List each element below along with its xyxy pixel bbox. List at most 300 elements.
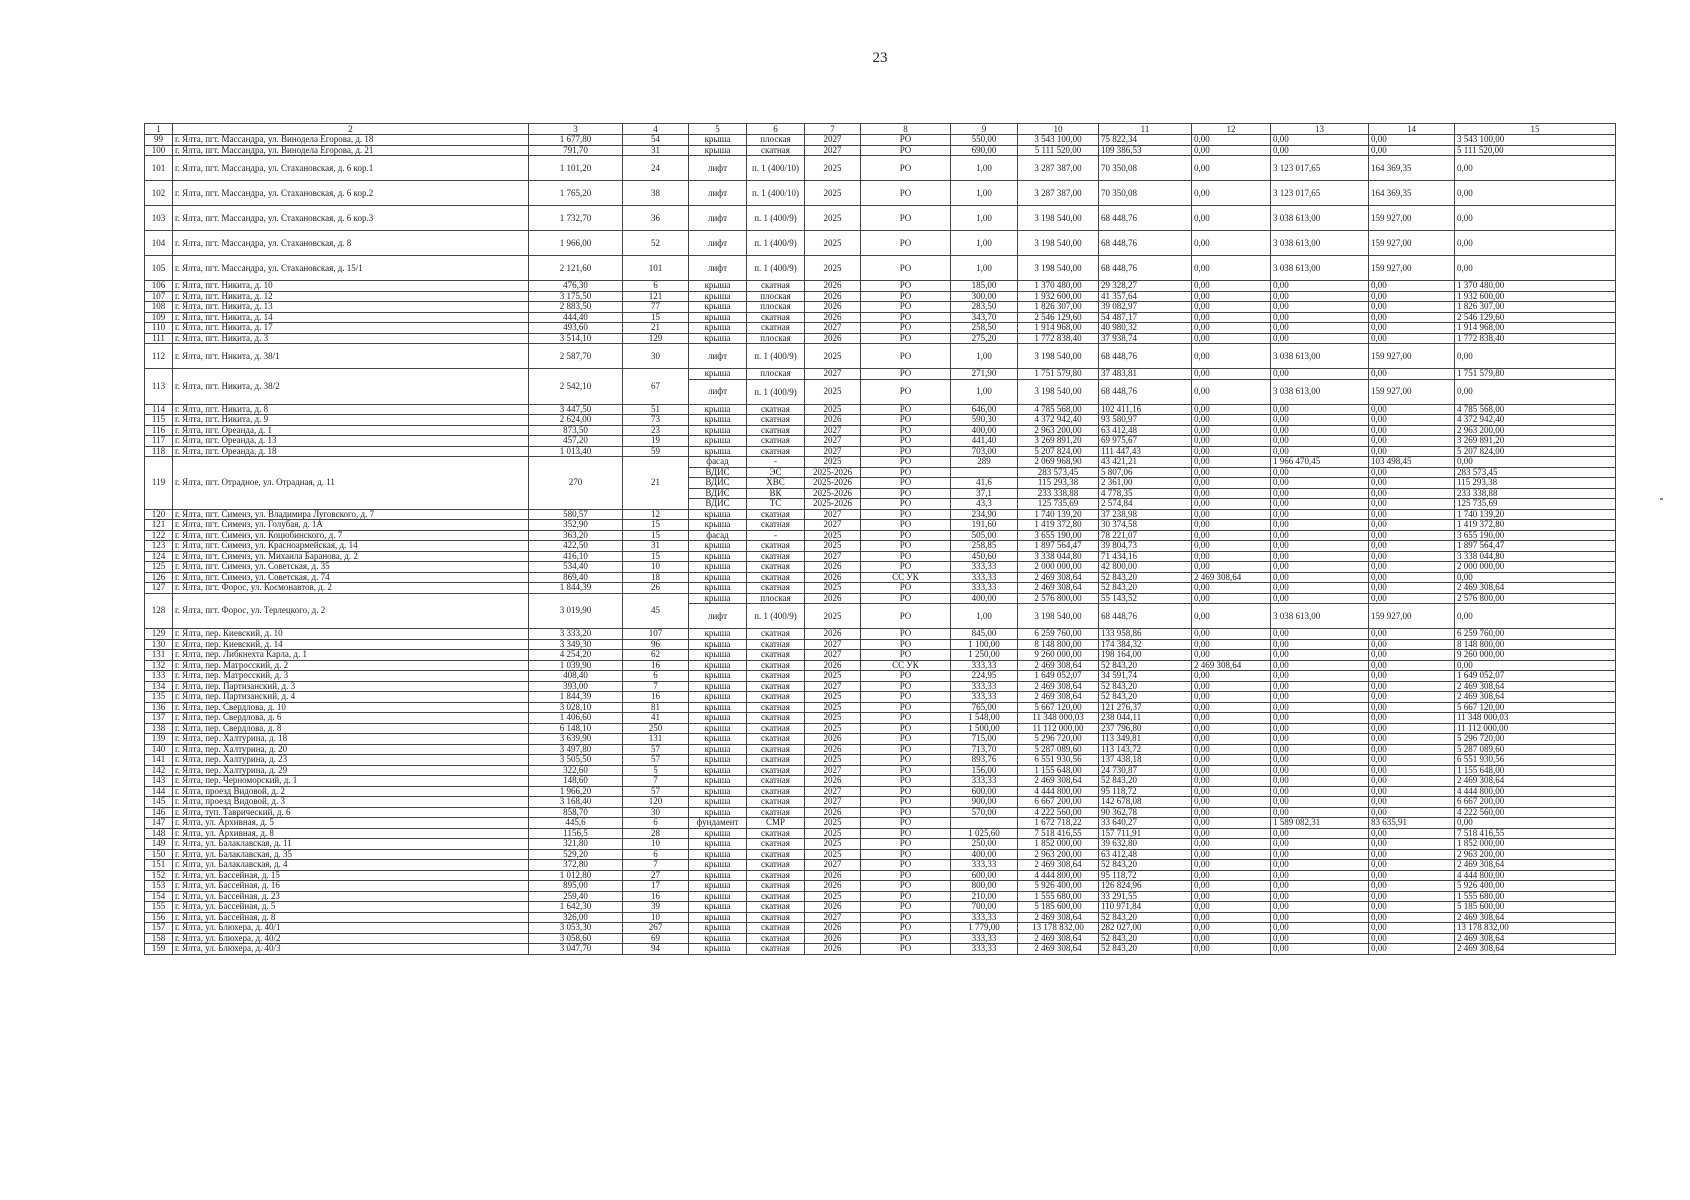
cell-c3: 3 497,80 <box>529 744 623 755</box>
cell-c6: скатная <box>747 828 805 839</box>
cell-c10: 1 672 718,22 <box>1018 818 1099 829</box>
cell-c14: 0,00 <box>1369 713 1455 724</box>
cell-c14: 0,00 <box>1369 891 1455 902</box>
cell-c14: 0,00 <box>1369 583 1455 594</box>
cell-c11: 90 362,78 <box>1099 807 1192 818</box>
cell-c6: ВК <box>747 488 805 499</box>
cell-c8: РО <box>861 776 951 787</box>
cell-c10: 3 198 540,00 <box>1018 344 1099 369</box>
cell-c7: 2027 <box>805 520 861 531</box>
cell-c10: 1 740 139,20 <box>1018 509 1099 520</box>
cell-c15: 4 444 800,00 <box>1455 870 1616 881</box>
cell-c2: г. Ялта, пгт. Массандра, ул. Стахановская, д. 6 кор.1 <box>173 156 529 181</box>
cell-c1: 99 <box>145 135 173 146</box>
cell-c11: 52 843,20 <box>1099 572 1192 583</box>
cell-c12: 0,00 <box>1192 369 1271 380</box>
cell-c7: 2027 <box>805 650 861 661</box>
cell-c10: 5 207 824,00 <box>1018 446 1099 457</box>
cell-c13: 0,00 <box>1271 681 1369 692</box>
cell-c11: 126 824,96 <box>1099 881 1192 892</box>
cell-c1: 122 <box>145 530 173 541</box>
cell-c4: 57 <box>623 755 689 766</box>
cell-c8: РО <box>861 604 951 629</box>
cell-c3: 393,00 <box>529 681 623 692</box>
cell-c12: 2 469 308,64 <box>1192 572 1271 583</box>
cell-c2: г. Ялта, ул. Бассейная, д. 8 <box>173 912 529 923</box>
cell-c9: 1 779,00 <box>951 923 1018 934</box>
cell-c12: 0,00 <box>1192 520 1271 531</box>
cell-c14: 0,00 <box>1369 660 1455 671</box>
cell-c13: 0,00 <box>1271 333 1369 344</box>
cell-c7: 2025-2026 <box>805 478 861 489</box>
cell-c4: 7 <box>623 681 689 692</box>
cell-c3: 259,40 <box>529 891 623 902</box>
cell-c3: 1 844,39 <box>529 583 623 594</box>
cell-c4: 15 <box>623 520 689 531</box>
cell-c8: РО <box>861 870 951 881</box>
cell-c11: 68 448,76 <box>1099 206 1192 231</box>
cell-c6: скатная <box>747 425 805 436</box>
cell-c13: 3 038 613,00 <box>1271 604 1369 629</box>
cell-h: 12 <box>1192 124 1271 135</box>
cell-c1: 148 <box>145 828 173 839</box>
cell-c4: 67 <box>623 369 689 405</box>
cell-c10: 283 573,45 <box>1018 467 1099 478</box>
cell-c7: 2025-2026 <box>805 499 861 510</box>
cell-c15: 4 444 800,00 <box>1455 786 1616 797</box>
table-row <box>145 891 1616 902</box>
cell-c8: РО <box>861 839 951 850</box>
table-row <box>145 807 1616 818</box>
cell-c9: 258,85 <box>951 541 1018 552</box>
cell-c12: 0,00 <box>1192 797 1271 808</box>
table-row <box>145 828 1616 839</box>
cell-c2: г. Ялта, ул. Бассейная, д. 15 <box>173 870 529 881</box>
cell-c13: 0,00 <box>1271 881 1369 892</box>
cell-c2: г. Ялта, пгт. Никита, д. 38/2 <box>173 369 529 405</box>
cell-c4: 21 <box>623 457 689 510</box>
cell-c13: 0,00 <box>1271 425 1369 436</box>
cell-c10: 9 260 000,00 <box>1018 650 1099 661</box>
cell-c4: 107 <box>623 629 689 640</box>
cell-c12: 0,00 <box>1192 860 1271 871</box>
cell-c2: г. Ялта, ул. Бассейная, д. 16 <box>173 881 529 892</box>
cell-c12: 0,00 <box>1192 828 1271 839</box>
cell-c11: 237 796,80 <box>1099 723 1192 734</box>
cell-c8: РО <box>861 849 951 860</box>
cell-c14: 159 927,00 <box>1369 604 1455 629</box>
cell-c9: 765,00 <box>951 702 1018 713</box>
cell-c5: крыша <box>689 312 747 323</box>
cell-c12: 0,00 <box>1192 744 1271 755</box>
cell-c15: 0,00 <box>1455 344 1616 369</box>
cell-c5: крыша <box>689 323 747 334</box>
cell-c8: РО <box>861 881 951 892</box>
cell-c12: 0,00 <box>1192 902 1271 913</box>
cell-c15: 11 112 000,00 <box>1455 723 1616 734</box>
cell-c2: г. Ялта, пгт. Массандра, ул. Стахановская, д. 6 кор.2 <box>173 181 529 206</box>
cell-c8: РО <box>861 312 951 323</box>
table-row <box>145 312 1616 323</box>
cell-c5: крыша <box>689 629 747 640</box>
cell-c13: 0,00 <box>1271 478 1369 489</box>
cell-c5: лифт <box>689 379 747 404</box>
cell-c3: 363,20 <box>529 530 623 541</box>
cell-c9: 646,00 <box>951 404 1018 415</box>
cell-c15: 1 419 372,80 <box>1455 520 1616 531</box>
cell-c10: 2 469 308,64 <box>1018 572 1099 583</box>
cell-c1: 154 <box>145 891 173 902</box>
cell-c10: 1 555 680,00 <box>1018 891 1099 902</box>
cell-c2: г. Ялта, пгт. Массандра, ул. Винодела Егорова, д. 21 <box>173 145 529 156</box>
cell-c2: г. Ялта, пгт. Ореанда, д. 18 <box>173 446 529 457</box>
cell-c10: 1 772 838,40 <box>1018 333 1099 344</box>
cell-c5: крыша <box>689 828 747 839</box>
cell-c8: РО <box>861 744 951 755</box>
cell-c5: крыша <box>689 404 747 415</box>
cell-c10: 4 785 568,00 <box>1018 404 1099 415</box>
cell-c2: г. Ялта, пгт. Форос, ул. Космонавтов, д. 2 <box>173 583 529 594</box>
cell-c10: 5 111 520,00 <box>1018 145 1099 156</box>
cell-c5: крыша <box>689 281 747 292</box>
table-row <box>145 206 1616 231</box>
cell-c8: РО <box>861 156 951 181</box>
cell-c14: 0,00 <box>1369 744 1455 755</box>
cell-c15: 0,00 <box>1455 181 1616 206</box>
cell-c10: 3 543 100,00 <box>1018 135 1099 146</box>
table-row <box>145 551 1616 562</box>
cell-c4: 21 <box>623 323 689 334</box>
cell-c9: 258,50 <box>951 323 1018 334</box>
cell-h: 7 <box>805 124 861 135</box>
cell-c1: 100 <box>145 145 173 156</box>
cell-c15: 3 338 044,80 <box>1455 551 1616 562</box>
cell-c2: г. Ялта, пгт. Массандра, ул. Стахановская, д. 15/1 <box>173 256 529 281</box>
cell-c2: г. Ялта, пгт. Никита, д. 10 <box>173 281 529 292</box>
cell-c6: скатная <box>747 681 805 692</box>
cell-c6: скатная <box>747 786 805 797</box>
cell-c12: 0,00 <box>1192 231 1271 256</box>
cell-c4: 16 <box>623 692 689 703</box>
cell-c15: 7 518 416,55 <box>1455 828 1616 839</box>
cell-c4: 18 <box>623 572 689 583</box>
cell-c6: СМР <box>747 818 805 829</box>
cell-c1: 116 <box>145 425 173 436</box>
cell-c9: 1,00 <box>951 206 1018 231</box>
cell-c14: 0,00 <box>1369 849 1455 860</box>
cell-c9: 234,90 <box>951 509 1018 520</box>
cell-c2: г. Ялта, пер. Халтурина, д. 29 <box>173 765 529 776</box>
cell-c3: 148,60 <box>529 776 623 787</box>
cell-c9 <box>951 818 1018 829</box>
cell-c2: г. Ялта, ул. Архивная, д. 5 <box>173 818 529 829</box>
cell-c6 <box>747 231 805 256</box>
cell-c13: 0,00 <box>1271 702 1369 713</box>
cell-c14: 0,00 <box>1369 807 1455 818</box>
cell-c11: 95 118,72 <box>1099 870 1192 881</box>
cell-c5: крыша <box>689 776 747 787</box>
cell-c14: 0,00 <box>1369 530 1455 541</box>
cell-c8: РО <box>861 436 951 447</box>
cell-c10: 2 963 200,00 <box>1018 849 1099 860</box>
cell-c1: 153 <box>145 881 173 892</box>
cell-c10: 11 348 000,03 <box>1018 713 1099 724</box>
cell-c2: г. Ялта, пер. Халтурина, д. 18 <box>173 734 529 745</box>
cell-c1: 109 <box>145 312 173 323</box>
cell-c5: лифт <box>689 181 747 206</box>
cell-c8: РО <box>861 860 951 871</box>
cell-c7: 2026 <box>805 593 861 604</box>
cell-c1: 150 <box>145 849 173 860</box>
cell-c7: 2026 <box>805 807 861 818</box>
cell-c4: 59 <box>623 446 689 457</box>
cell-text: п. 1 (400/10) <box>751 188 800 198</box>
cell-c6: - <box>747 457 805 468</box>
cell-c13: 0,00 <box>1271 797 1369 808</box>
cell-c1: 159 <box>145 944 173 955</box>
cell-c14: 0,00 <box>1369 692 1455 703</box>
cell-c1: 125 <box>145 562 173 573</box>
cell-c4: 15 <box>623 530 689 541</box>
cell-c5: крыша <box>689 660 747 671</box>
cell-c2: г. Ялта, туп. Таврический, д. 6 <box>173 807 529 818</box>
cell-c10: 2 469 308,64 <box>1018 860 1099 871</box>
cell-c8: РО <box>861 541 951 552</box>
cell-c7: 2027 <box>805 446 861 457</box>
cell-c8: РО <box>861 181 951 206</box>
cell-c13: 0,00 <box>1271 583 1369 594</box>
cell-h: 11 <box>1099 124 1192 135</box>
cell-c15: 2 469 308,64 <box>1455 583 1616 594</box>
cell-c6: скатная <box>747 692 805 703</box>
cell-c2: г. Ялта, пгт. Симеиз, ул. Голубая, д. 1А <box>173 520 529 531</box>
cell-c14: 0,00 <box>1369 520 1455 531</box>
cell-c2: г. Ялта, пер. Партизанский, д. 4 <box>173 692 529 703</box>
cell-c14: 164 369,35 <box>1369 181 1455 206</box>
cell-c15: 5 111 520,00 <box>1455 145 1616 156</box>
cell-c2: г. Ялта, пгт. Симеиз, ул. Советская, д. 35 <box>173 562 529 573</box>
cell-c6: плоская <box>747 135 805 146</box>
cell-c15: 2 469 308,64 <box>1455 860 1616 871</box>
cell-c5: крыша <box>689 891 747 902</box>
cell-c11: 102 411,16 <box>1099 404 1192 415</box>
cell-c5: ВДИС <box>689 499 747 510</box>
table-row <box>145 849 1616 860</box>
cell-c10: 8 148 800,00 <box>1018 639 1099 650</box>
cell-c5: крыша <box>689 765 747 776</box>
cell-c6 <box>747 181 805 206</box>
cell-c12: 0,00 <box>1192 692 1271 703</box>
register-table <box>144 123 1616 955</box>
table-row <box>145 912 1616 923</box>
cell-h: 4 <box>623 124 689 135</box>
cell-c6: плоская <box>747 333 805 344</box>
cell-c8: РО <box>861 765 951 776</box>
cell-c2: г. Ялта, проезд Видовой, д. 3 <box>173 797 529 808</box>
cell-c7: 2025-2026 <box>805 488 861 499</box>
cell-c15: 2 546 129,60 <box>1455 312 1616 323</box>
cell-c2: г. Ялта, ул. Балаклавская, д. 35 <box>173 849 529 860</box>
cell-c15: 1 155 648,00 <box>1455 765 1616 776</box>
cell-c10: 5 287 089,60 <box>1018 744 1099 755</box>
cell-c13: 0,00 <box>1271 765 1369 776</box>
cell-c13: 0,00 <box>1271 323 1369 334</box>
cell-c13: 0,00 <box>1271 723 1369 734</box>
cell-c7: 2026 <box>805 734 861 745</box>
cell-c9: 333,33 <box>951 860 1018 871</box>
cell-c12: 0,00 <box>1192 755 1271 766</box>
cell-c4: 5 <box>623 765 689 776</box>
cell-c13: 0,00 <box>1271 639 1369 650</box>
cell-c15: 0,00 <box>1455 206 1616 231</box>
cell-c2: г. Ялта, пер. Матросский, д. 3 <box>173 671 529 682</box>
cell-c12: 0,00 <box>1192 881 1271 892</box>
cell-c14: 0,00 <box>1369 786 1455 797</box>
cell-c7: 2026 <box>805 562 861 573</box>
cell-c9: 333,33 <box>951 912 1018 923</box>
cell-c14: 0,00 <box>1369 135 1455 146</box>
cell-c2: г. Ялта, пгт. Симеиз, ул. Красноармейская, д. 14 <box>173 541 529 552</box>
table-row <box>145 323 1616 334</box>
cell-c11: 75 822,34 <box>1099 135 1192 146</box>
cell-c13: 0,00 <box>1271 562 1369 573</box>
cell-c15: 1 932 600,00 <box>1455 291 1616 302</box>
cell-c15: 8 148 800,00 <box>1455 639 1616 650</box>
cell-c7: 2025 <box>805 839 861 850</box>
cell-c13: 0,00 <box>1271 734 1369 745</box>
cell-c3: 3 028,10 <box>529 702 623 713</box>
cell-c4: 15 <box>623 551 689 562</box>
cell-c7: 2025 <box>805 231 861 256</box>
cell-c3: 3 505,50 <box>529 755 623 766</box>
cell-c11: 40 980,32 <box>1099 323 1192 334</box>
cell-c13: 0,00 <box>1271 446 1369 457</box>
cell-c12: 0,00 <box>1192 933 1271 944</box>
cell-c11: 63 412,48 <box>1099 849 1192 860</box>
cell-c1: 128 <box>145 593 173 629</box>
cell-c1: 131 <box>145 650 173 661</box>
cell-c6: скатная <box>747 891 805 902</box>
cell-c5: крыша <box>689 723 747 734</box>
cell-c12: 0,00 <box>1192 181 1271 206</box>
cell-c12: 0,00 <box>1192 681 1271 692</box>
cell-c5: крыша <box>689 436 747 447</box>
cell-c14: 0,00 <box>1369 446 1455 457</box>
cell-c13: 0,00 <box>1271 839 1369 850</box>
cell-c12: 0,00 <box>1192 145 1271 156</box>
cell-c8: РО <box>861 723 951 734</box>
cell-c9: 191,60 <box>951 520 1018 531</box>
cell-c8: РО <box>861 944 951 955</box>
cell-c10: 2 069 968,90 <box>1018 457 1099 468</box>
cell-c2: г. Ялта, пгт. Ореанда, д. 1 <box>173 425 529 436</box>
cell-c14: 0,00 <box>1369 145 1455 156</box>
cell-c3: 2 542,10 <box>529 369 623 405</box>
cell-h: 15 <box>1455 124 1616 135</box>
cell-c14: 0,00 <box>1369 734 1455 745</box>
cell-c4: 267 <box>623 923 689 934</box>
cell-c7: 2026 <box>805 902 861 913</box>
cell-c4: 101 <box>623 256 689 281</box>
cell-c11: 52 843,20 <box>1099 912 1192 923</box>
cell-c4: 31 <box>623 145 689 156</box>
cell-c7: 2025 <box>805 344 861 369</box>
cell-c14: 0,00 <box>1369 541 1455 552</box>
cell-c14: 0,00 <box>1369 281 1455 292</box>
cell-c11: 5 807,06 <box>1099 467 1192 478</box>
cell-c13: 0,00 <box>1271 744 1369 755</box>
cell-c3: 3 333,20 <box>529 629 623 640</box>
cell-c11: 33 291,55 <box>1099 891 1192 902</box>
cell-c11: 2 574,84 <box>1099 499 1192 510</box>
cell-c14: 0,00 <box>1369 870 1455 881</box>
cell-c1: 107 <box>145 291 173 302</box>
cell-c15: 4 222 560,00 <box>1455 807 1616 818</box>
header-row <box>145 124 1616 135</box>
cell-c11: 137 438,18 <box>1099 755 1192 766</box>
cell-c7: 2027 <box>805 639 861 650</box>
cell-c2: г. Ялта, пер. Киевский, д. 14 <box>173 639 529 650</box>
cell-c12: 0,00 <box>1192 404 1271 415</box>
table-row <box>145 457 1616 468</box>
cell-c11: 37 238,98 <box>1099 509 1192 520</box>
cell-c2: г. Ялта, пгт. Симеиз, ул. Советская, д. 74 <box>173 572 529 583</box>
cell-c3: 270 <box>529 457 623 510</box>
cell-c9: 570,00 <box>951 807 1018 818</box>
cell-c12: 0,00 <box>1192 818 1271 829</box>
cell-c5: крыша <box>689 881 747 892</box>
cell-c14: 0,00 <box>1369 639 1455 650</box>
cell-c13: 0,00 <box>1271 499 1369 510</box>
cell-c6: скатная <box>747 870 805 881</box>
cell-c9: 400,00 <box>951 849 1018 860</box>
cell-c11: 157 711,91 <box>1099 828 1192 839</box>
cell-c14: 0,00 <box>1369 572 1455 583</box>
cell-c8: РО <box>861 457 951 468</box>
cell-c6: скатная <box>747 849 805 860</box>
cell-c5: крыша <box>689 593 747 604</box>
cell-c1: 114 <box>145 404 173 415</box>
cell-c15: 2 576 800,00 <box>1455 593 1616 604</box>
cell-c8: РО <box>861 344 951 369</box>
cell-c15: 5 667 120,00 <box>1455 702 1616 713</box>
cell-c9 <box>951 467 1018 478</box>
cell-c11: 68 448,76 <box>1099 231 1192 256</box>
table-row <box>145 520 1616 531</box>
cell-c15: 3 269 891,20 <box>1455 436 1616 447</box>
cell-c15: 1 649 052,07 <box>1455 671 1616 682</box>
cell-c9: 300,00 <box>951 291 1018 302</box>
cell-c6: скатная <box>747 281 805 292</box>
cell-c14: 0,00 <box>1369 860 1455 871</box>
cell-c9: 1 548,00 <box>951 713 1018 724</box>
cell-c9: 845,00 <box>951 629 1018 640</box>
cell-c5: фундамент <box>689 818 747 829</box>
cell-c14: 0,00 <box>1369 912 1455 923</box>
cell-c9: 893,76 <box>951 755 1018 766</box>
cell-c7: 2026 <box>805 572 861 583</box>
cell-c5: крыша <box>689 541 747 552</box>
cell-c6 <box>747 604 805 629</box>
cell-c5: крыша <box>689 786 747 797</box>
cell-c14: 0,00 <box>1369 593 1455 604</box>
cell-c6: скатная <box>747 629 805 640</box>
cell-c7: 2026 <box>805 776 861 787</box>
cell-c2: г. Ялта, пер. Халтурина, д. 23 <box>173 755 529 766</box>
cell-c5: крыша <box>689 583 747 594</box>
cell-c15: 0,00 <box>1455 256 1616 281</box>
table-row <box>145 231 1616 256</box>
